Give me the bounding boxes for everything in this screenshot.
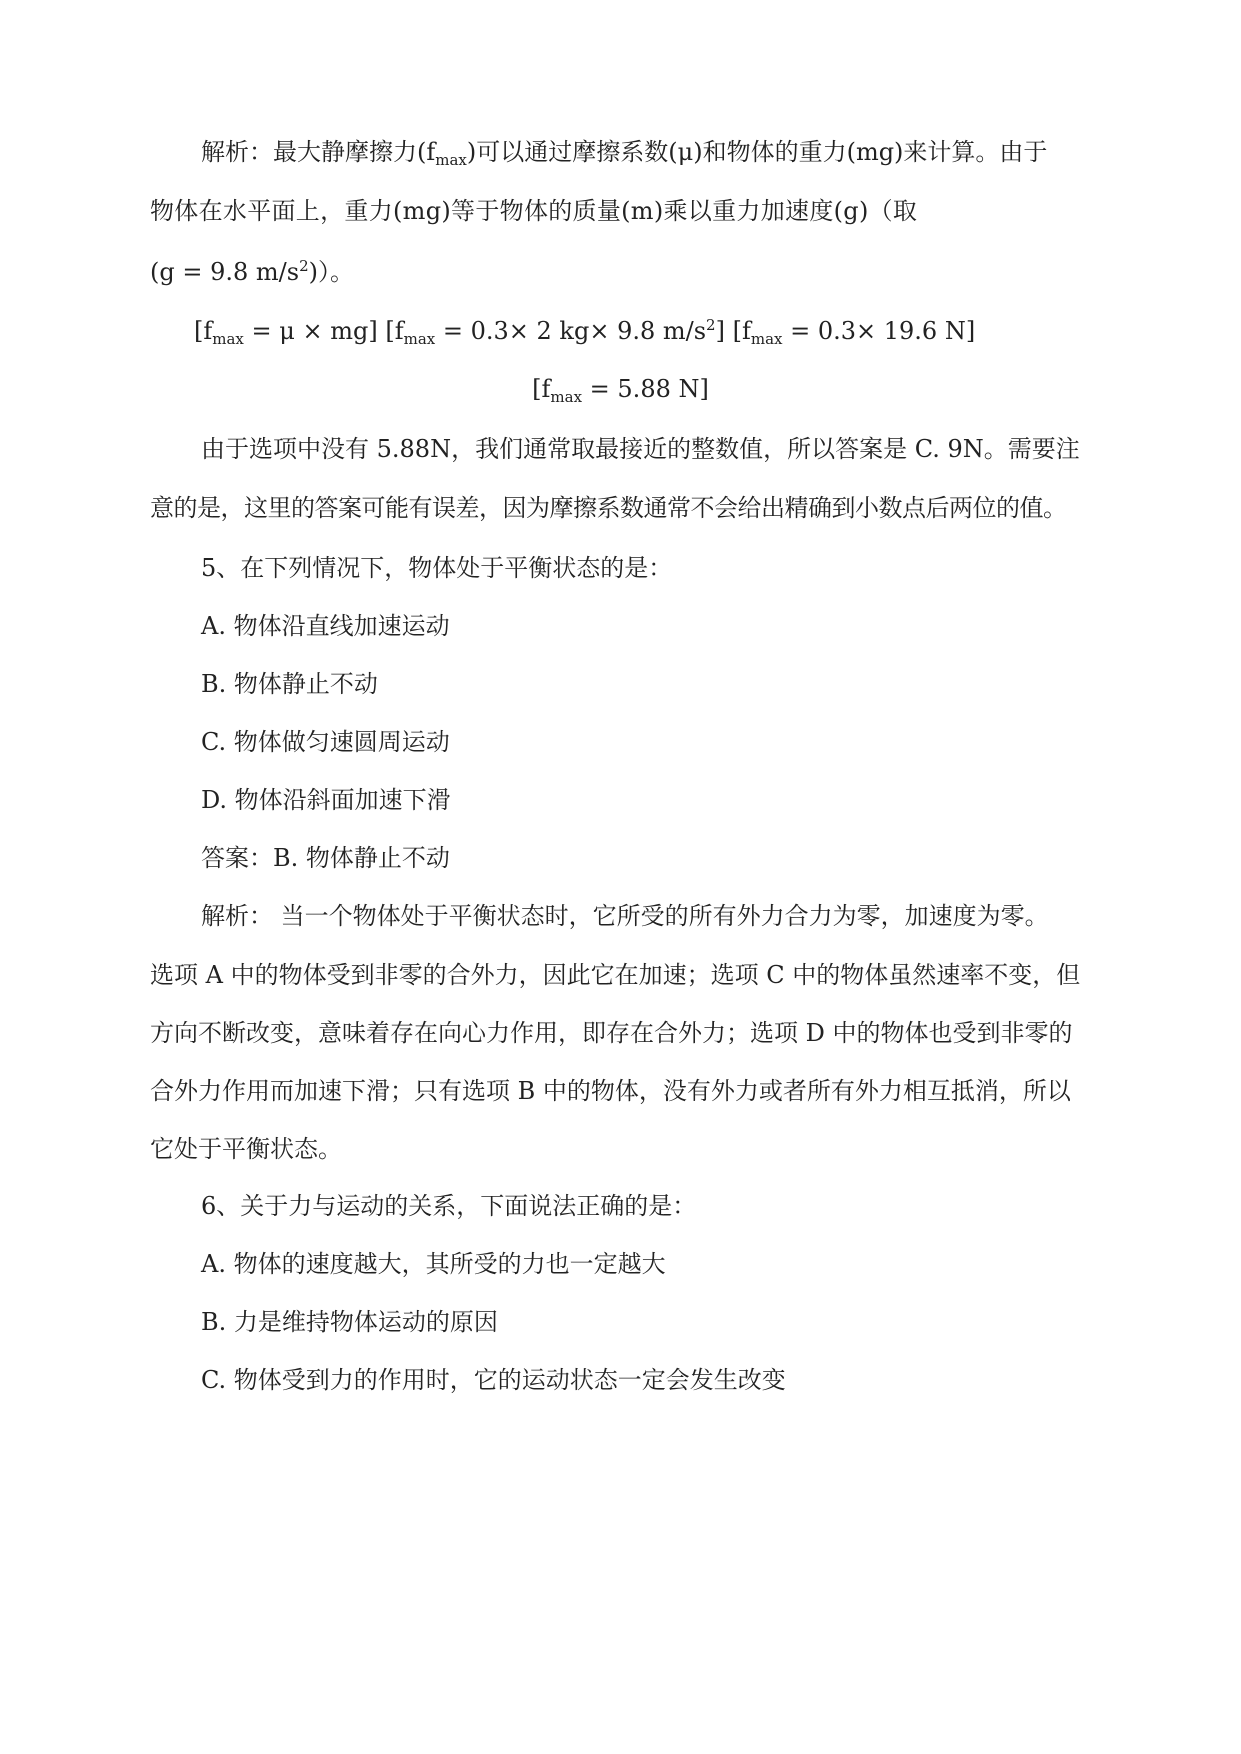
- conclusion-line-2: 意的是，这里的答案可能有误差，因为摩擦系数通常不会给出精确到小数点后两位的值。: [150, 494, 1067, 522]
- text-segment: [f: [532, 375, 551, 403]
- q5-option-c: C. 物体做匀速圆周运动: [201, 728, 450, 756]
- explanation-line-2: 物体在水平面上，重力(mg)等于物体的质量(m)乘以重力加速度(g)（取: [150, 197, 918, 225]
- text-segment: )）。: [308, 258, 354, 286]
- explanation-line-1: [201, 140, 1047, 168]
- text-segment: = μ × mg]: [243, 317, 378, 345]
- q5-answer: 答案：B. 物体静止不动: [201, 844, 450, 872]
- subscript: max: [750, 330, 783, 348]
- q6-option-c: C. 物体受到力的作用时，它的运动状态一定会发生改变: [201, 1366, 786, 1394]
- formula-3: [732, 317, 976, 348]
- question-5: 5、在下列情况下，物体处于平衡状态的是：: [201, 554, 673, 582]
- subscript: max: [435, 151, 467, 169]
- q5-explanation-line-4: 合外力作用而加速下滑；只有选项 B 中的物体，没有外力或者所有外力相互抵消，所以: [150, 1077, 1071, 1105]
- q5-explanation-line-2: 选项 A 中的物体受到非零的合外力，因此它在加速；选项 C 中的物体虽然速率不变，但: [150, 961, 1081, 989]
- formula-2: [385, 316, 725, 348]
- q5-option-d: D. 物体沿斜面加速下滑: [201, 786, 451, 814]
- q6-option-a: A. 物体的速度越大，其所受的力也一定越大: [201, 1250, 666, 1278]
- question-6: 6、关于力与运动的关系，下面说法正确的是：: [201, 1192, 697, 1220]
- subscript: max: [212, 330, 244, 348]
- q5-explanation-line-3: 方向不断改变，意味着存在向心力作用，即存在合外力；选项 D 中的物体也受到非零的: [150, 1019, 1073, 1047]
- q6-option-b: B. 力是维持物体运动的原因: [201, 1308, 498, 1336]
- q5-explanation-line-5: 它处于平衡状态。: [150, 1135, 342, 1163]
- text-segment: [f: [385, 317, 404, 345]
- text-segment: = 5.88 N]: [582, 375, 709, 403]
- superscript: 2: [299, 257, 309, 275]
- formula-line: [194, 318, 975, 347]
- text-segment: [f: [194, 317, 213, 345]
- subscript: max: [403, 330, 436, 348]
- formula-1: [194, 317, 378, 348]
- text-segment: ]: [715, 317, 725, 345]
- text-segment: = 0.3× 19.6 N]: [782, 317, 976, 345]
- explanation-line-3: [150, 259, 354, 284]
- q5-option-b: B. 物体静止不动: [201, 670, 378, 698]
- text-segment: 解析：最大静摩擦力(f: [201, 138, 436, 166]
- text-segment: [f: [732, 317, 751, 345]
- superscript: 2: [706, 316, 716, 334]
- conclusion-line-1: 由于选项中没有 5.88N，我们通常取最接近的整数值，所以答案是 C. 9N。需要注: [201, 435, 1080, 463]
- q5-option-a: A. 物体沿直线加速运动: [201, 612, 450, 640]
- text-segment: )可以通过摩擦系数(μ)和物体的重力(mg)来计算。由于: [466, 138, 1048, 166]
- q5-explanation-line-1: 解析： 当一个物体处于平衡状态时，它所受的所有外力合力为零，加速度为零。: [201, 902, 1049, 930]
- formula-result: [0, 377, 1241, 405]
- text-segment: = 0.3× 2 kg× 9.8 m/s: [435, 317, 707, 345]
- text-segment: (g = 9.8 m/s: [150, 258, 300, 286]
- subscript: max: [550, 388, 583, 406]
